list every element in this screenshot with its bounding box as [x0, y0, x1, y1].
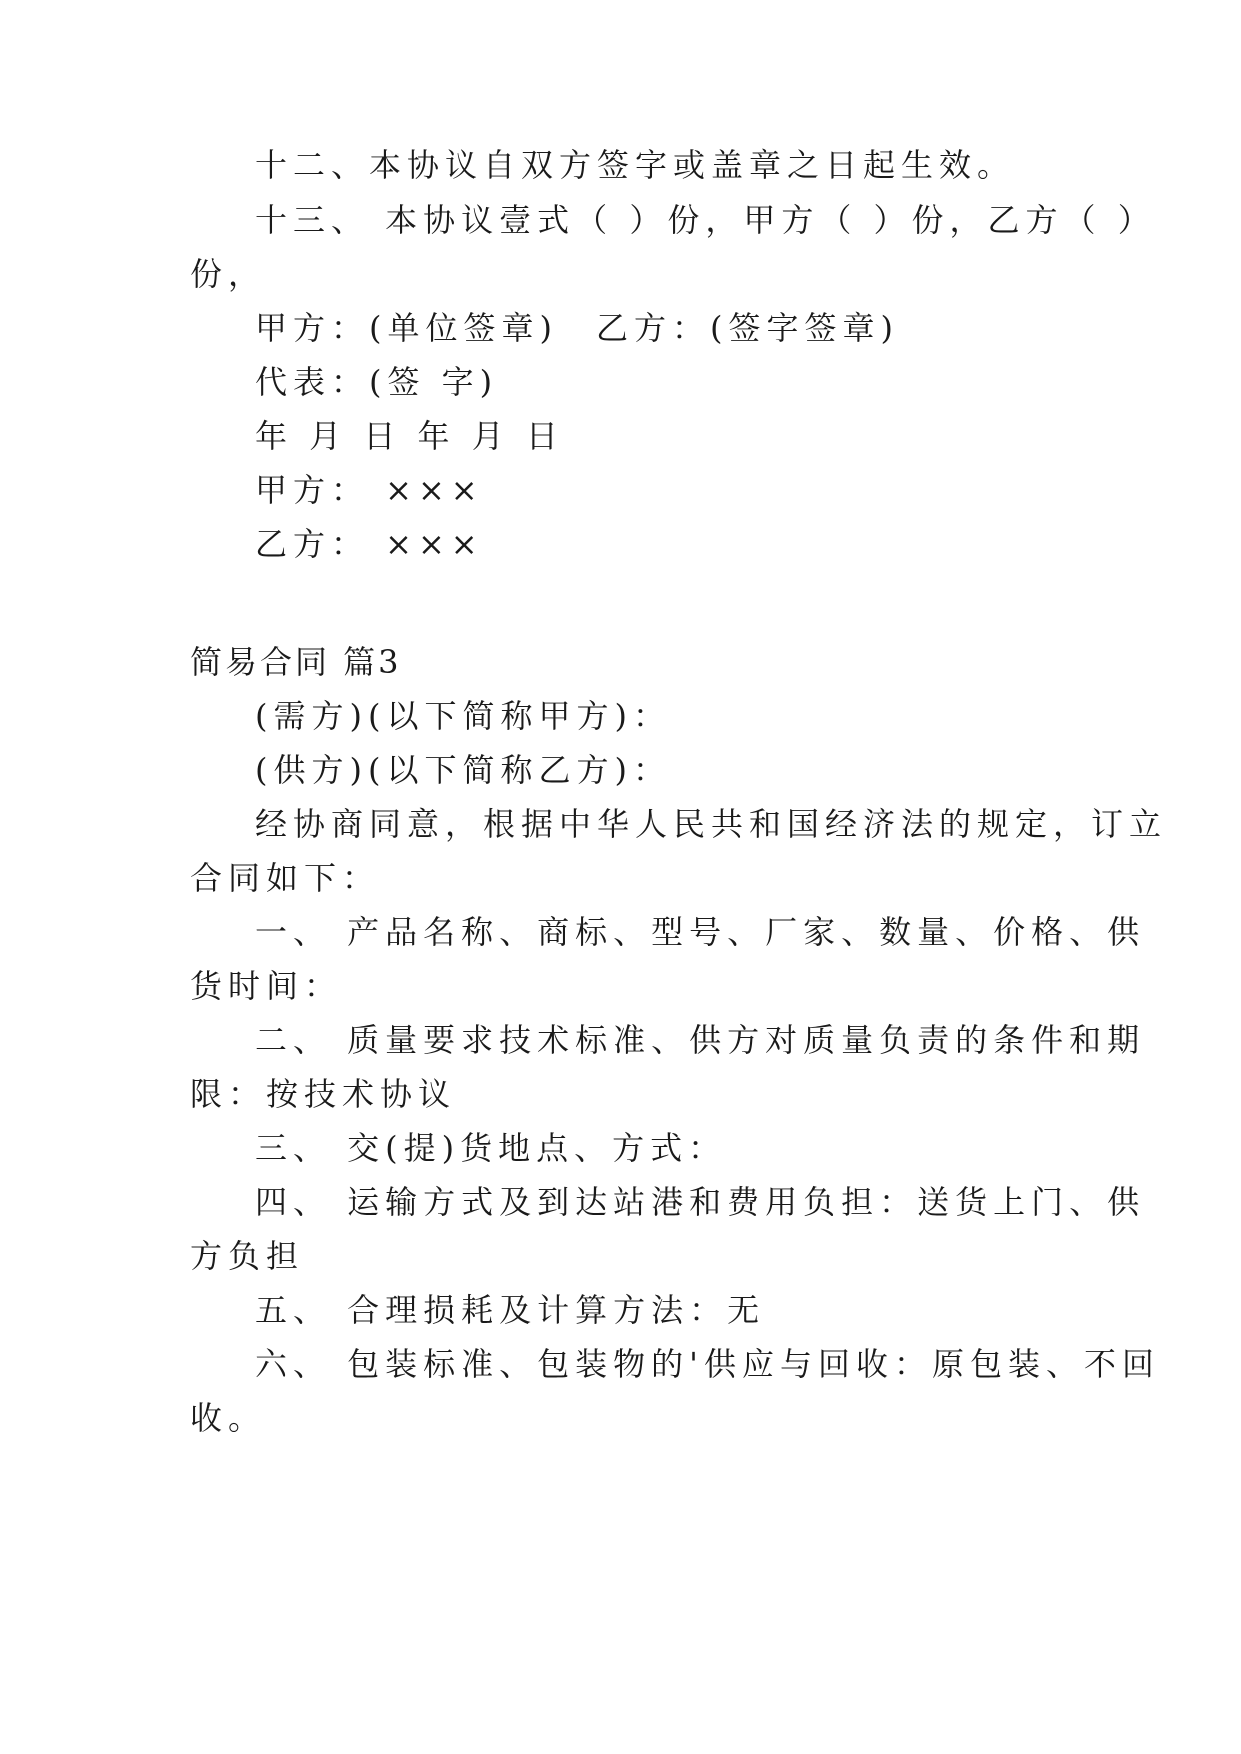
clause-2: 二、 质量要求技术标准、供方对质量负责的条件和期 — [255, 1021, 1146, 1059]
clause-6: 六、 包装标准、包装物的'供应与回收：原包装、不回 — [255, 1345, 1160, 1383]
preamble-continued: 合同如下： — [190, 859, 381, 897]
buyer-line: (需方)(以下简称甲方)： — [255, 697, 671, 735]
clause-12: 十二、本协议自双方签字或盖章之日起生效。 — [255, 146, 1016, 184]
clause-6-continued: 收。 — [190, 1399, 267, 1437]
clause-1-continued: 货时间： — [190, 967, 343, 1005]
clause-3: 三、 交(提)货地点、方式： — [255, 1129, 727, 1167]
clause-13: 十三、 本协议壹式（ ）份，甲方（ ）份，乙方（ ） — [255, 201, 1156, 239]
preamble: 经协商同意，根据中华人民共和国经济法的规定，订立 — [255, 805, 1168, 843]
signature-seals: 甲方：(单位签章) 乙方：(签字签章) — [255, 309, 899, 347]
clause-4: 四、 运输方式及到达站港和费用负担：送货上门、供 — [255, 1183, 1146, 1221]
clause-4-continued: 方负担 — [190, 1237, 305, 1275]
party-b-name: 乙方： ××× — [255, 525, 484, 563]
clause-1: 一、 产品名称、商标、型号、厂家、数量、价格、供 — [255, 913, 1146, 951]
representative-signature: 代表：(签 字) — [255, 363, 499, 401]
supplier-line: (供方)(以下简称乙方)： — [255, 751, 671, 789]
clause-5: 五、 合理损耗及计算方法：无 — [255, 1291, 766, 1329]
clause-13-continued: 份， — [190, 255, 267, 293]
party-a-name: 甲方： ××× — [255, 471, 484, 509]
section-heading: 简易合同 篇3 — [190, 643, 402, 681]
signature-dates: 年 月 日 年 月 日 — [255, 417, 564, 455]
clause-2-continued: 限：按技术协议 — [190, 1075, 457, 1113]
